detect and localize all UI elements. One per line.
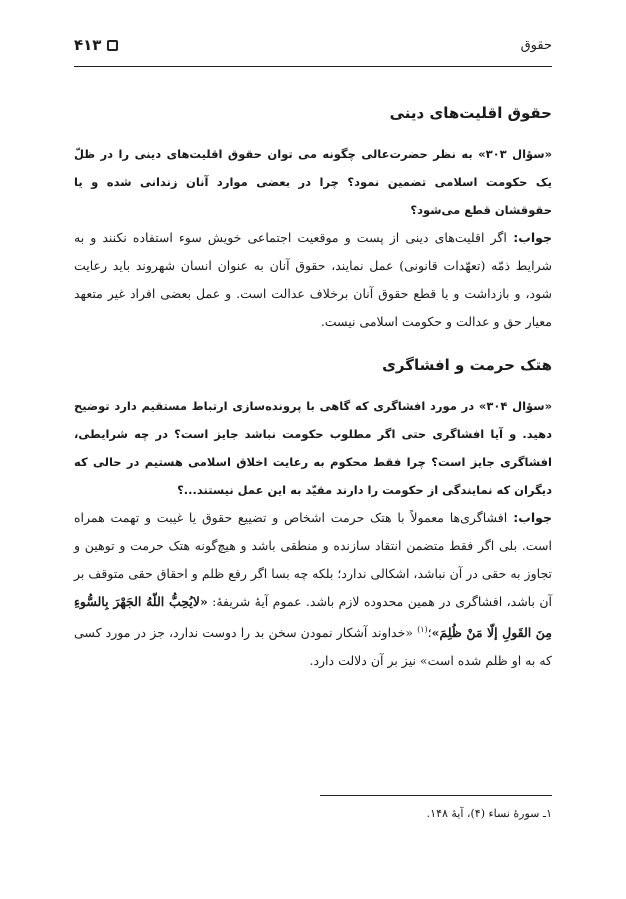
square-ornament-icon: [107, 40, 118, 51]
footnote-reference[interactable]: (۱): [417, 625, 428, 634]
question-303: [74, 140, 552, 224]
section-heading: هتک حرمت و افشاگری: [382, 356, 552, 374]
question-number: «سؤال ۳۰۴»: [474, 399, 553, 413]
answer-text-end: «خداوند آشکار نمودن سخن بد را دوست ندارد، جز در مورد کسی که به او ظلم شده است» نیز بر آن دلالت دارد.: [74, 625, 552, 669]
question-number: «سؤال ۳۰۳»: [472, 147, 553, 161]
answer-text: اگر اقلیت‌های دینی از پست و موقعیت اجتماعی خویش سوء استفاده نکنند و به شرایط ذمّه (تعهّدات قانونی) عمل نمایند، حقوق آنان به عنوان انسان شهروند باید رعایت شود، و بازداشت و یا قطع حقوق آنان برخلاف عدالت است. و عمل بعضی افراد غیر متعهد معیار حق و عدالت و حکومت اسلامی نیست.: [74, 230, 552, 329]
footnote-divider: [320, 795, 552, 796]
answer-label: جواب:: [507, 510, 553, 525]
section-disclosure: [74, 356, 552, 675]
answer-304: [74, 504, 552, 675]
page-number: ۴۱۳: [74, 36, 102, 54]
running-title: حقوق: [520, 38, 552, 53]
question-text: در مورد افشاگری که گاهی با پرونده‌سازی ارتباط مستقیم دارد توضیح دهید. و آیا افشاگری حتی اگر مطلوب حکومت نباشد جایز است؟ در چه شرایطی، افشاگری جایز است؟ چرا فقط محکوم به رعایت اخلاق اسلامی هستیم در حالی که دیگران که نمایندگی از حکومت را دارند مقیّد به این عمل نیستند...؟: [74, 399, 552, 497]
page-number-block: [74, 36, 118, 54]
question-text: به نظر حضرت‌عالی چگونه می توان حقوق اقلیت‌های دینی را در ظلّ یک حکومت اسلامی تضمین نمود؟ چرا در بعضی موارد آنان زندانی شده و یا حقوقشان قطع می‌شود؟: [74, 147, 552, 217]
footnote: ۱ـ سورهٔ نساء (۴)، آیهٔ ۱۴۸.: [426, 807, 552, 820]
verse-punct: ؛: [427, 625, 432, 641]
question-304: [74, 392, 552, 504]
section-minority-rights: [74, 104, 552, 336]
page-header: [74, 30, 552, 67]
quran-verse: «لایُحِبُّ اللّهُ الجَهْرَ بِالسُّوءِ مِنَ القَولِ إلّا مَنْ ظُلِمَ»: [74, 594, 552, 641]
answer-303: [74, 224, 552, 336]
answer-label: جواب:: [506, 230, 552, 245]
page-body: [74, 104, 552, 675]
section-heading: حقوق اقلیت‌های دینی: [389, 104, 552, 122]
answer-text: افشاگری‌ها معمولاً با هتک حرمت اشخاص و تضییع حقوق یا غیبت و تهمت همراه است. بلی اگر فقط متضمن انتقاد سازنده و منطقی باشد و هیچ‌گونه هتک حرمت و توهین و تجاوز به حقی در آن نباشد، اشکالی ندارد؛ بلکه چه بسا اگر رفع ظلم و احقاق حقی متوقف بر آن باشد، افشاگری در همین محدوده لازم باشد. عموم آیهٔ شریفهٔ:: [74, 510, 552, 609]
